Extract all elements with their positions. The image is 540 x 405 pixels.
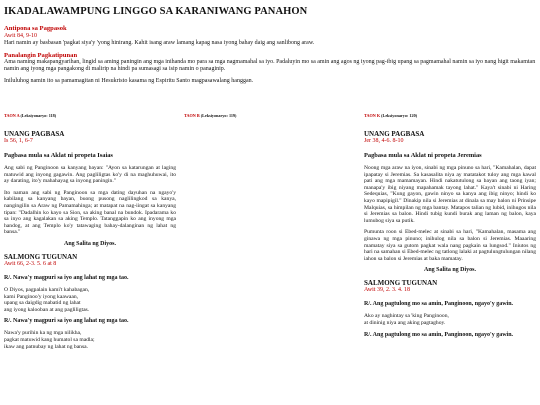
psalm-heading: SALMONG TUGUNAN <box>4 252 78 261</box>
year-label: TAON K (Leksiyonaryo: 120) <box>364 113 418 118</box>
reading-paragraph: Ito naman ang sabi ng Panginoon sa mga dating dayuhan na ngayo'y kabilang sa kanyang bayan, buong pusong naglilingkod sa kanya, nangingilin sa Araw ng Pamamahinga; at matapat na nag-iingat sa kanyang tipan: "Dadalhin ko kayo sa Sion, sa aking banal na bundok. Ipadarama ko sa inyo ang kagalakan sa aking Templo. Tatanggapin ko ang inyong mga handog, at ang Templo ko'y tatawaging bahay-dalanginan ng lahat ng bansa." <box>4 189 176 236</box>
psalm-heading: SALMONG TUGUNAN <box>364 279 438 288</box>
reading-paragraph: Pumunta roon si Ebed-melec at sinabi sa hari, "Kamahalan, masama ang ginawa ng mga pinuno; inihulog nila sa balon si Jeremias. Maaaring mamatay siya sa gutom pagkat wala nang pagkain sa lungsod." Iniutos ng hari na samahan si Ebed-melec ng tatlong lalaki at pagtulungtulungan nilang iahon sa balon si Jeremias at baka mamatay. <box>364 229 536 262</box>
psalm-response: R/. Nawa'y magpuri sa iyo ang lahat ng mga tao. <box>4 274 129 281</box>
year-label: TAON B (Leksiyonaryo: 119) <box>184 113 237 118</box>
psalm-citation: Awit 66, 2-3. 5. 6 at 8 <box>4 260 57 267</box>
lectionary-columns <box>4 113 536 355</box>
word-of-god: Ang Salita ng Diyos. <box>63 240 116 247</box>
column-year-a <box>4 113 176 355</box>
reading-title: Pagbasa mula sa Aklat ni propeta Isaias <box>4 152 113 159</box>
reading-paragraph: Ang sabi ng Panginoon sa kanyang bayan: "Ayon sa katarungan at laging matuwid ang inyong gagawin. Ang pagliligtas ko'y di na maghuhuwai, ito ay darating, ito'y mahahayag sa inyong paningin." <box>4 165 176 185</box>
reading-paragraph: Noong mga araw na iyon, sinabi ng mga pinuno sa hari, "Kamahalan, dapat ipapatay si Jeremias. Sa kasasalita niya ay matatakot tuloy ang mga kawal pati ang mga mamamayan. Hindi nakatutulong sa bayan ang taong iyan; manapa'y ibig niyang mapahamak tayong lahat." Kaya't sinabi ni Haring Sedequias, "Kung gayon, gawin ninyo sa kanya ang ibig ninyo; hindi ko kayo mapipigil." Dinakip nila si Jeremias at dinala sa may balon ni Prinsipe Malquias, sa himpilan ng mga bantay. Matapos talian ng lubid, inihugos nila si Jeremias sa balon. Hindi tubig kundi burak ang laman ng balon, kaya lumubog siya sa putik. <box>364 165 536 224</box>
opening-prayer-text: Ama naming makapangyarihan, lingid sa aming paningin ang mga inihanda mo para sa mga nagmamahal sa iyo. Padaluyin mo sa amin ang agos ng iyong pag-ibig upang sa pagmamahal namin sa iyo nang higit makamtan namin ang iyong mga pangakong di malirip na hindi pa sumasagi sa isip namin o panaginip. <box>4 59 536 72</box>
psalm-response: R/. Ang pagtulong mo sa amin, Panginoon, ngayo'y gawin. <box>364 301 514 308</box>
reading-title: Pagbasa mula sa Aklat ni propeta Jeremias <box>364 152 482 159</box>
page-title: IKADALAWAMPUNG LINGGO SA KARANIWANG PANAHON <box>4 6 308 17</box>
antiphon-title: Antipona sa Pagpasok <box>4 25 67 32</box>
opening-prayer-title: Panalangin Pagkatipunan <box>4 51 78 59</box>
psalm-citation: Awit 39, 2. 3. 4. 18 <box>364 287 410 294</box>
column-year-b <box>184 113 356 355</box>
psalm-verse: Nawa'y purihin ka ng mga nilikha, pagkat matuwid kang humatol sa madla; ikaw ang patnubay ng lahat ng bansa. <box>4 330 95 350</box>
column-year-k <box>364 113 536 355</box>
first-reading-citation: Is 56, 1, 6-7 <box>4 138 33 144</box>
first-reading-heading: UNANG PAGBASA <box>4 130 65 138</box>
psalm-response: R/. Nawa'y magpuri sa iyo ang lahat ng mga tao. <box>4 318 129 325</box>
first-reading-citation: Jer 38, 4-6. 8-10 <box>364 138 404 144</box>
first-reading-heading: UNANG PAGBASA <box>364 130 425 138</box>
opening-prayer <box>4 52 536 74</box>
antiphon-reference: Awit 84, 9-10 <box>4 32 37 39</box>
antiphon-text: Hari namin ay basbasan 'pagkat siya'y 'yong hinirang. Kahit isang araw lamang kapag nasa iyong bahay daig ang sanlibong araw. <box>4 39 315 46</box>
psalm-verse: O Diyos, pagpalain kami't kahabagan, kami Panginoo'y iyong kaawaan, upang sa daigdig mabatid ng lahat ang iyong kalooban at ang pagliligtas. <box>4 286 90 313</box>
psalm-response: R/. Ang pagtulong mo sa amin, Panginoon, ngayo'y gawin. <box>364 331 514 338</box>
word-of-god: Ang Salita ng Diyos. <box>423 267 476 274</box>
psalm-verse: Ako ay naghintay sa 'king Panginoon, at dininig niya ang aking pagtaghoy. <box>364 313 449 326</box>
entrance-antiphon <box>4 25 536 47</box>
year-label: TAON A (Leksiyonaryo: 118) <box>4 113 57 118</box>
closing-prayer: Iniluluhog namin ito sa pamamagitan ni Hesukristo kasama ng Espiritu Santo magpasawalang hanggan. <box>4 78 254 84</box>
